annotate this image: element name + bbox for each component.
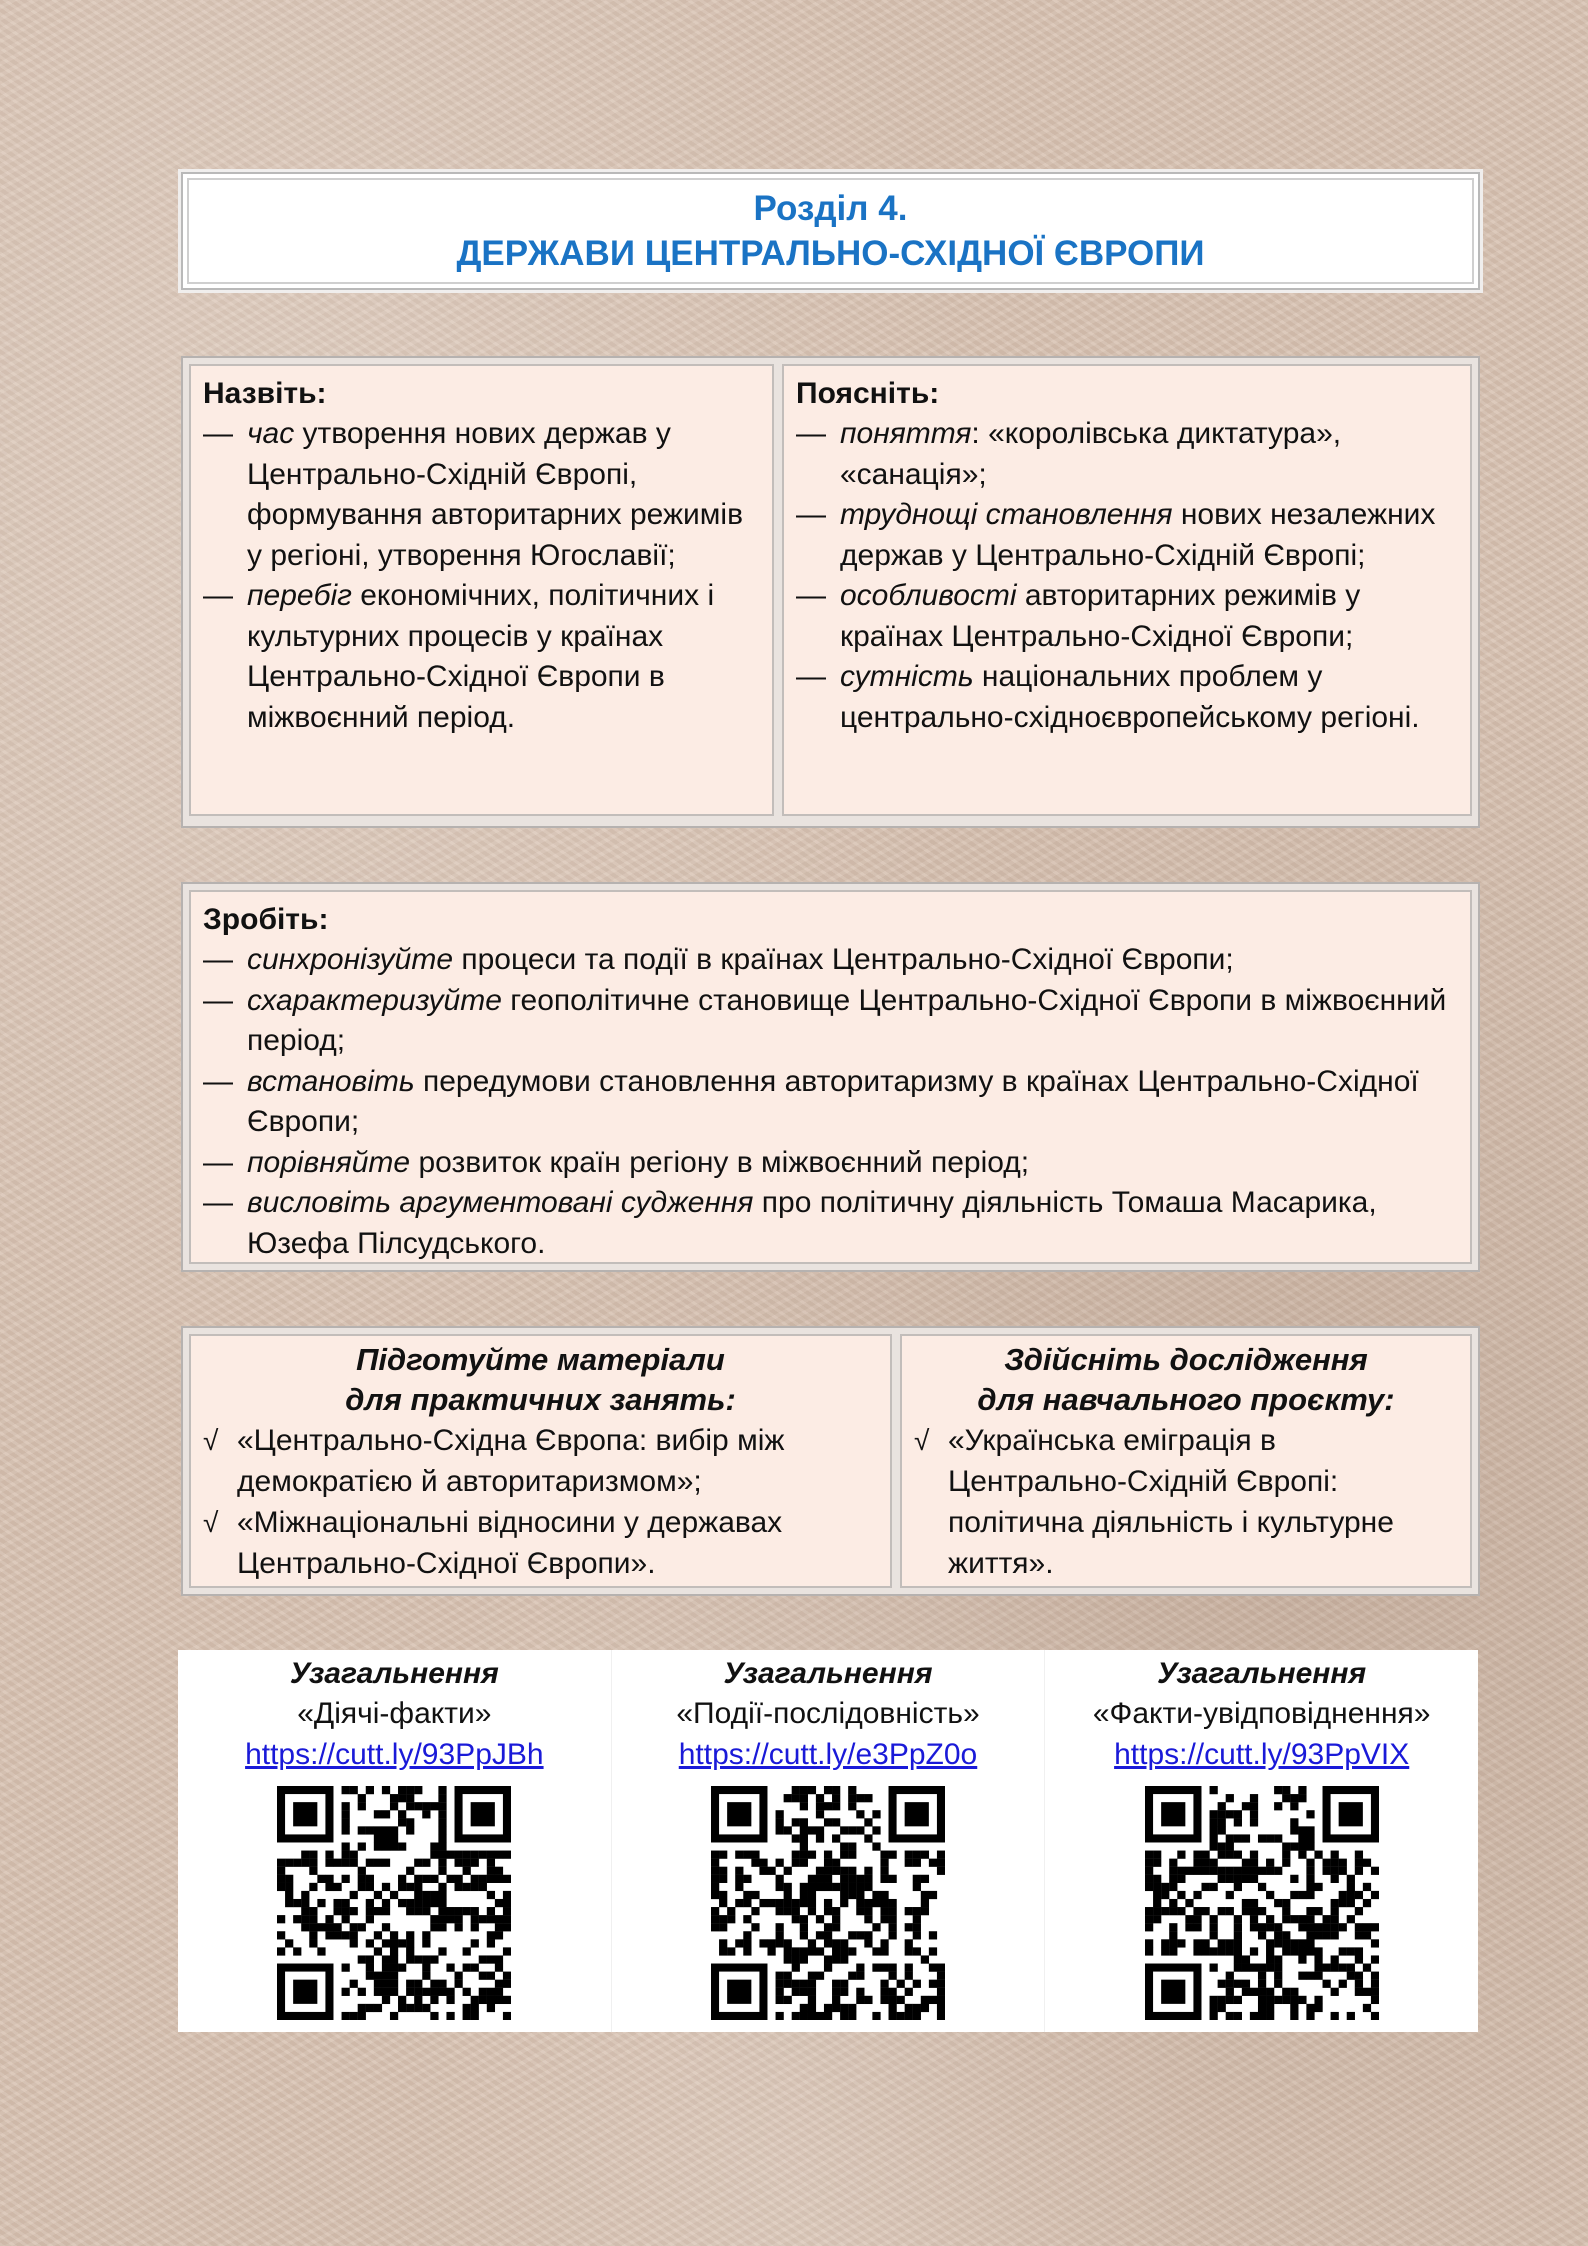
name-item-keyword: перебіг [247,579,352,612]
qr-code-icon[interactable] [711,1786,945,2020]
do-list [203,940,1458,1264]
do-item-text: передумови становлення авторитаризму в країнах Центрально-Східної Європи; [247,1064,1419,1138]
do-item-text: геополітичне становище Центрально-Східної Європи в міжвоєнний період; [247,983,1447,1057]
do-item-keyword: схарактеризуйте [247,983,502,1017]
qr-code-icon[interactable] [1145,1786,1379,2020]
name-heading: Назвіть: [203,377,327,410]
qr-subtitle: «Події-послідовність» [676,1697,980,1730]
research-heading-line2: для навчального проєкту: [977,1382,1395,1417]
section-title-box [181,172,1480,290]
practice-item [199,1420,882,1502]
research-heading-line1: Здійсніть дослідження [1004,1342,1368,1377]
do-item-keyword: порівняйте [247,1145,411,1179]
dash-mark: — [203,1064,233,1098]
explain-item-text: авторитарних режимів у країнах Центрально-Східної Європи; [840,579,1361,653]
qr-title: Узагальнення [723,1657,933,1690]
section-title-number: Розділ 4. [753,189,908,228]
section-title [187,178,1474,284]
qr-title: Узагальнення [289,1657,499,1690]
explain-panel [782,364,1472,816]
dash-mark: — [796,417,826,450]
qr-link[interactable]: https://cutt.ly/93PpVIX [1114,1738,1410,1771]
do-item-text: процеси та події в країнах Центрально-Східної Європи; [453,943,1234,976]
explain-item-keyword: труднощі становлення [840,498,1173,531]
name-item-keyword: час [247,417,295,450]
do-item [203,1183,1458,1264]
research-item-text: «Українська еміграція в Центрально-Східній Європі: політична діяльність і культурне життя». [948,1424,1394,1580]
qr-block [178,1650,611,2032]
qr-subtitle: «Діячі-факти» [297,1697,492,1730]
do-item-keyword: висловіть аргументовані судження [247,1186,754,1219]
explain-item-keyword: поняття [840,417,972,450]
do-panel [189,890,1472,1264]
dash-mark: — [203,943,233,976]
explain-heading: Поясніть: [796,377,940,410]
explain-item [796,495,1458,576]
qr-title: Узагальнення [1157,1657,1367,1690]
dash-mark: — [203,1186,233,1219]
research-panel [900,1334,1472,1588]
explain-item-text: : «королівська диктатура», «санація»; [840,417,1342,491]
name-item-text: економічних, політичних і культурних процесів у країнах Центрально-Східної Європи в міжвоєнний період. [247,579,715,734]
dash-mark: — [796,498,826,531]
research-list [910,1420,1462,1584]
practice-item [199,1502,882,1584]
do-item-keyword: синхронізуйте [247,943,454,976]
explain-item [796,657,1458,738]
check-mark-icon: √ [203,1507,219,1538]
do-item-text: про політичну діяльність Томаша Масарика, Юзефа Пілсудського. [247,1186,1377,1260]
qr-link[interactable]: https://cutt.ly/93PpJBh [245,1738,544,1771]
qr-link[interactable]: https://cutt.ly/e3PpZ0o [678,1738,978,1771]
do-item-keyword: встановіть [247,1064,415,1098]
do-heading: Зробіть: [203,903,329,936]
qr-code-icon[interactable] [277,1786,511,2020]
do-item [203,1143,1458,1184]
qr-block [611,1650,1045,2032]
name-item [203,576,760,738]
research-heading [910,1340,1462,1420]
explain-item-keyword: особливості [840,579,1017,612]
explain-item [796,414,1458,495]
research-item [910,1420,1462,1584]
do-item-text: розвиток країн регіону в міжвоєнний період; [410,1145,1030,1179]
qr-block [1044,1650,1478,2032]
dash-mark: — [203,417,233,450]
name-panel [189,364,774,816]
explain-item-text: нових незалежних держав у Центрально-Східній Європі; [840,498,1436,572]
qr-section [178,1650,1478,2032]
do-item [203,1062,1458,1143]
name-item [203,414,760,576]
dash-mark: — [203,579,233,612]
qr-subtitle: «Факти-увідповіднення» [1092,1697,1431,1730]
name-item-text: утворення нових держав у Центрально-Східній Європі, формування авторитарних режимів у регіоні, утворення Югославії; [247,417,744,572]
practice-list [199,1420,882,1584]
do-item [203,981,1458,1062]
section-title-name: ДЕРЖАВИ ЦЕНТРАЛЬНО-СХІДНОЇ ЄВРОПИ [456,234,1205,273]
explain-item-text: національних проблем у центрально-східноєвропейському регіоні. [840,660,1420,734]
practice-heading [199,1340,882,1420]
practice-panel [189,1334,892,1588]
practice-heading-line1: Підготуйте матеріали [356,1342,725,1377]
name-list [203,414,760,738]
dash-mark: — [796,579,826,612]
explain-item-keyword: сутність [840,660,974,693]
check-mark-icon: √ [914,1425,930,1456]
dash-mark: — [203,983,233,1017]
explain-list [796,414,1458,738]
dash-mark: — [203,1145,233,1179]
check-mark-icon: √ [203,1425,219,1456]
practice-item-text: «Центрально-Східна Європа: вибір між демократією й авторитаризмом»; [237,1424,785,1498]
dash-mark: — [796,660,826,693]
do-item [203,940,1458,981]
practice-item-text: «Міжнаціональні відносини у державах Центрально-Східної Європи». [237,1506,783,1580]
explain-item [796,576,1458,657]
practice-heading-line2: для практичних занять: [345,1382,736,1417]
